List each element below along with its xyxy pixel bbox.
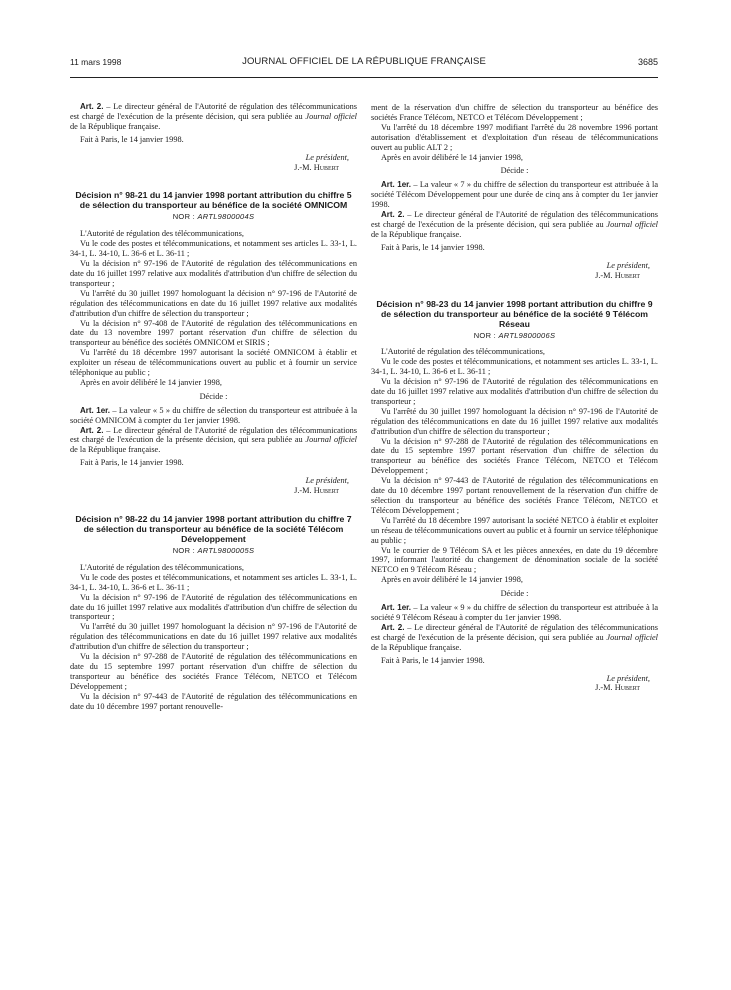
- decide-heading: Décide :: [500, 589, 529, 599]
- paragraph: Vu la décision n° 97-408 de l'Autorité de régulation des télécommunications en date du 13 novembre 1997 portant réservation d'un chiffre de sélection du transporteur au bénéfice des sociétés OMNICOM et SIRIS ;: [70, 318, 357, 348]
- paragraph: ment de la réservation d'un chiffre de sélection du transporteur au bénéfice des sociétés France Télécom, NETCO et Télécom Développement ;: [371, 103, 658, 122]
- signature: Le président, J.-M. Hubert: [294, 476, 349, 496]
- right-column: [371, 103, 658, 693]
- nor-reference: NOR : ARTL9800005S: [172, 546, 255, 555]
- left-column: [70, 102, 357, 712]
- decide-heading: Décide :: [500, 166, 529, 176]
- article-2: Art. 2. – Le directeur général de l'Autorité de régulation des télécommunications est chargé de l'exécution de la présente décision, qui sera publiée au Journal officiel de la République française.: [371, 210, 658, 239]
- signature: Le président, J.-M. Hubert: [595, 260, 650, 280]
- paragraph: Vu la décision n° 97-196 de l'Autorité de régulation des télécommunications en date du 16 juillet 1997 relative aux modalités d'attribution d'un chiffre de sélection du transporteur ;: [70, 259, 357, 288]
- article-1: Art. 1er. – La valeur « 5 » du chiffre de sélection du transporteur est attribuée à la société OMNICOM à compter du 1er janvier 1998.: [70, 405, 357, 425]
- paragraph: Vu la décision n° 97-443 de l'Autorité de régulation des télécommunications en date du 10 décembre 1997 portant renouvelle-: [70, 691, 357, 711]
- decision-title: Décision n° 98-23 du 14 janvier 1998 portant attribution du chiffre 9 de sélection du transporteur au bénéfice de la société 9 Télécom Réseau: [376, 298, 653, 329]
- intro-signature: Le président, J.-M. Hubert: [294, 152, 349, 172]
- decision-title: Décision n° 98-22 du 14 janvier 1998 portant attribution du chiffre 7 de sélection du transporteur au bénéfice de la société Télécom Développement: [75, 514, 352, 544]
- fait-a-paris: Fait à Paris, le 14 janvier 1998.: [381, 242, 485, 252]
- article-2: Art. 2. – Le directeur général de l'Autorité de régulation des télécommunications est chargé de l'exécution de la présente décision, qui sera publiée au Journal officiel de la République française.: [371, 622, 658, 652]
- paragraph: Vu l'arrêté du 18 décembre 1997 modifiant l'arrêté du 28 novembre 1996 portant autorisation d'établissement et d'exploitation d'un réseau de télécommunications ouvert au public ALT 2 ;: [371, 122, 658, 152]
- paragraph: L'Autorité de régulation des télécommunications,: [80, 229, 244, 239]
- signature: Le président, J.-M. Hubert: [595, 673, 650, 693]
- header-page-number: 3685: [637, 57, 658, 67]
- article-1: Art. 1er. – La valeur « 9 » du chiffre de sélection du transporteur est attribuée à la société 9 Télécom Réseau à compter du 1er janvier 1998.: [371, 603, 658, 622]
- paragraph: Vu l'arrêté du 30 juillet 1997 homologuant la décision n° 97-196 de l'Autorité de régulation des télécommunications en date du 16 juillet 1997 relative aux modalités d'attribution d'un chiffre de sélection du transporteur ;: [70, 622, 357, 652]
- paragraph: Vu le code des postes et télécommunications, et notamment ses articles L. 33-1, L. 34-1, L. 34-10, L. 36-6 et L. 36-11 ;: [70, 239, 357, 259]
- paragraph: Vu la décision n° 97-288 de l'Autorité de régulation des télécommunications en date du 15 septembre 1997 portant réservation d'un chiffre de sélection du transporteur au bénéfice des sociétés France Télécom, NETCO et Télécom Développement ;: [70, 652, 357, 691]
- nor-reference: NOR : ARTL9800006S: [473, 330, 556, 340]
- paragraph: Après en avoir délibéré le 14 janvier 1998,: [381, 575, 523, 585]
- fait-a-paris: Fait à Paris, le 14 janvier 1998.: [80, 458, 184, 468]
- paragraph: L'Autorité de régulation des télécommunications,: [381, 347, 545, 357]
- paragraph: Vu l'arrêté du 18 décembre 1997 autorisant la société NETCO à établir et exploiter un réseau de télécommunications ouvert au public et à fournir un service téléphonique au public ;: [371, 515, 658, 545]
- paragraph: Vu le code des postes et télécommunications, et notamment ses articles L. 33-1, L. 34-1, L. 34-10, L. 36-6 et L. 36-11 ;: [70, 572, 357, 592]
- paragraph: Vu le code des postes et télécommunications, et notamment ses articles L. 33-1, L. 34-1, L. 34-10, L. 36-6 et L. 36-11 ;: [371, 357, 658, 377]
- paragraph: Vu la décision n° 97-196 de l'Autorité de régulation des télécommunications en date du 16 juillet 1997 relative aux modalités d'attribution d'un chiffre de sélection du transporteur ;: [70, 592, 357, 622]
- article-2: Art. 2. – Le directeur général de l'Autorité de régulation des télécommunications est chargé de l'exécution de la présente décision, qui sera publiée au Journal officiel de la République française.: [70, 425, 357, 455]
- paragraph: L'Autorité de régulation des télécommunications,: [80, 562, 244, 572]
- article-1: Art. 1er. – La valeur « 7 » du chiffre de sélection du transporteur est attribuée à la société Télécom Développement pour une durée de cinq ans à compter du 1er janvier 1998.: [371, 180, 658, 210]
- paragraph: Vu la décision n° 97-288 de l'Autorité de régulation des télécommunications en date du 15 septembre 1997 portant réservation d'un chiffre de sélection du transporteur au bénéfice des sociétés France Télécom, NETCO et Télécom Développement ;: [371, 436, 658, 476]
- paragraph: Vu l'arrêté du 30 juillet 1997 homologuant la décision n° 97-196 de l'Autorité de régulation des télécommunications en date du 16 juillet 1997 relative aux modalités d'attribution d'un chiffre de sélection du transporteur ;: [70, 288, 357, 318]
- nor-reference: NOR : ARTL9800004S: [172, 212, 255, 222]
- paragraph: Après en avoir délibéré le 14 janvier 1998,: [381, 152, 523, 162]
- paragraph: Vu la décision n° 97-443 de l'Autorité de régulation des télécommunications en date du 10 décembre 1997 portant renouvellement de la réservation d'un chiffre de sélection du transporteur au bénéfice des sociétés France Télécom, NETCO et Télécom Développement ;: [371, 476, 658, 515]
- header-title: JOURNAL OFFICIEL DE LA RÉPUBLIQUE FRANÇAISE: [242, 56, 486, 67]
- page-header: [70, 55, 658, 78]
- paragraph: Vu l'arrêté du 18 décembre 1997 autorisant la société OMNICOM à établir et exploiter un réseau de télécommunications ouvert au public et à fournir un service téléphonique au public ;: [70, 348, 357, 378]
- decision-title: Décision n° 98-21 du 14 janvier 1998 portant attribution du chiffre 5 de sélection du transporteur au bénéfice de la société OMNICOM: [75, 190, 352, 211]
- intro-fait: Fait à Paris, le 14 janvier 1998.: [80, 134, 184, 144]
- fait-a-paris: Fait à Paris, le 14 janvier 1998.: [381, 655, 485, 665]
- intro-article-2: Art. 2. – Le directeur général de l'Autorité de régulation des télécommunications est chargé de l'exécution de la présente décision, qui sera publiée au Journal officiel de la République française.: [70, 102, 357, 131]
- decide-heading: Décide :: [199, 391, 228, 401]
- paragraph: Vu le courrier de 9 Télécom SA et les pièces annexées, en date du 19 décembre 1997, informant l'autorité du changement de dénomination sociale de la société NETCO en 9 Télécom Réseau ;: [371, 545, 658, 575]
- header-date: 11 mars 1998: [70, 57, 122, 67]
- paragraph: Après en avoir délibéré le 14 janvier 1998,: [80, 377, 222, 387]
- paragraph: Vu l'arrêté du 30 juillet 1997 homologuant la décision n° 97-196 de l'Autorité de régulation des télécommunications en date du 16 juillet 1997 relative aux modalités d'attribution d'un chiffre de sélection du transporteur ;: [371, 406, 658, 436]
- paragraph: Vu la décision n° 97-196 de l'Autorité de régulation des télécommunications en date du 16 juillet 1997 relative aux modalités d'attribution d'un chiffre de sélection du transporteur ;: [371, 377, 658, 406]
